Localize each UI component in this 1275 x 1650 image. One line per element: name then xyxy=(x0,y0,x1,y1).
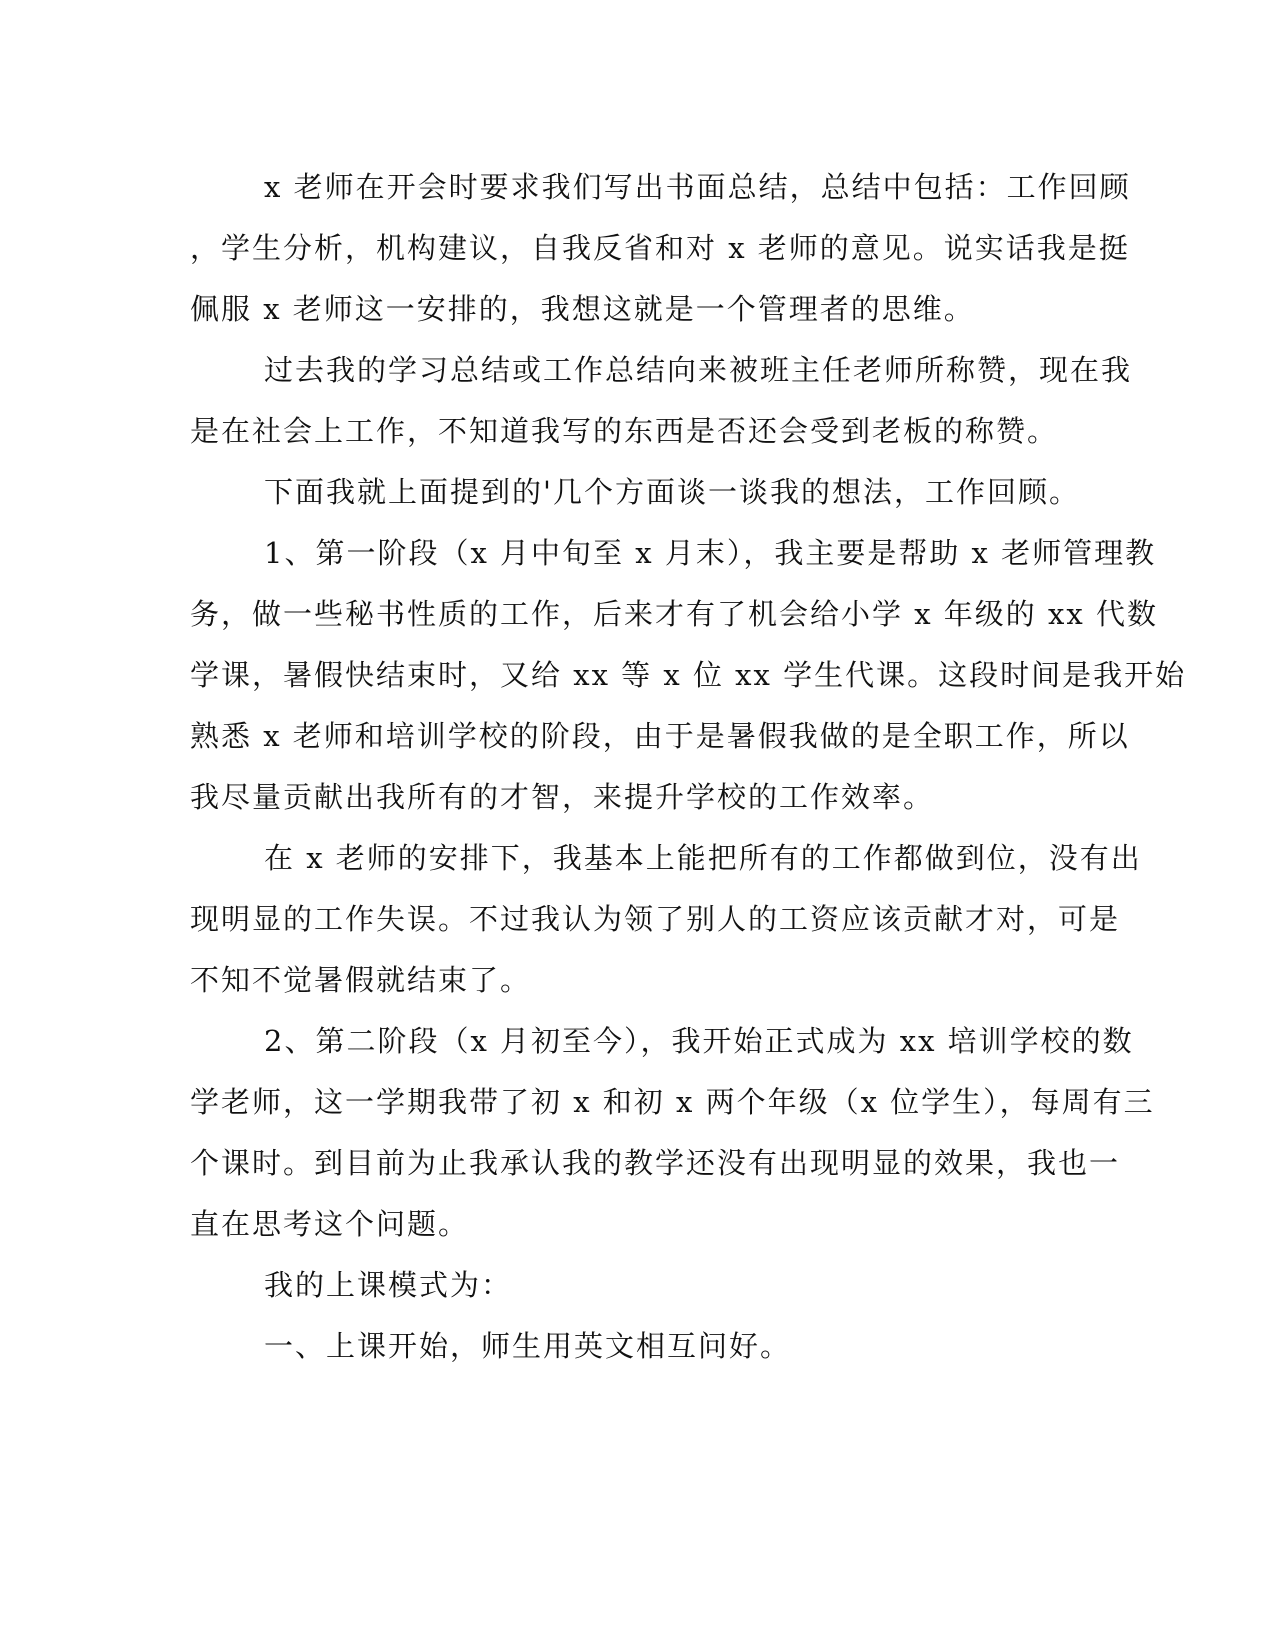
paragraph-4-line-2: 务，做一些秘书性质的工作，后来才有了机会给小学 x 年级的 xx 代数 xyxy=(190,597,1158,631)
paragraph-5-line-1: 在 x 老师的安排下，我基本上能把所有的工作都做到位，没有出 xyxy=(264,841,1142,875)
paragraph-6-line-4: 直在思考这个问题。 xyxy=(190,1207,470,1241)
paragraph-1-line-2: ，学生分析，机构建议，自我反省和对 x 老师的意见。说实话我是挺 xyxy=(190,231,1130,265)
paragraph-2-line-2: 是在社会上工作，不知道我写的东西是否还会受到老板的称赞。 xyxy=(190,414,1059,448)
paragraph-6-line-2: 学老师，这一学期我带了初 x 和初 x 两个年级（x 位学生），每周有三 xyxy=(190,1085,1155,1119)
paragraph-3-line-1: 下面我就上面提到的'几个方面谈一谈我的想法，工作回顾。 xyxy=(264,475,1080,509)
body-text xyxy=(190,157,1187,1377)
paragraph-6-line-1: 2、第二阶段（x 月初至今），我开始正式成为 xx 培训学校的数 xyxy=(264,1024,1134,1058)
paragraph-1-line-3: 佩服 x 老师这一安排的，我想这就是一个管理者的思维。 xyxy=(190,292,975,326)
paragraph-5-line-3: 不知不觉暑假就结束了。 xyxy=(190,963,532,997)
paragraph-1-line-1: x 老师在开会时要求我们写出书面总结，总结中包括：工作回顾 xyxy=(264,170,1131,204)
paragraph-4-line-5: 我尽量贡献出我所有的才智，来提升学校的工作效率。 xyxy=(190,780,935,814)
paragraph-4-line-4: 熟悉 x 老师和培训学校的阶段，由于是暑假我做的是全职工作，所以 xyxy=(190,719,1130,753)
paragraph-5-line-2: 现明显的工作失误。不过我认为领了别人的工资应该贡献才对，可是 xyxy=(190,902,1121,936)
paragraph-4-line-3: 学课，暑假快结束时，又给 xx 等 x 位 xx 学生代课。这段时间是我开始 xyxy=(190,658,1187,692)
paragraph-2-line-1: 过去我的学习总结或工作总结向来被班主任老师所称赞，现在我 xyxy=(264,353,1133,387)
paragraph-6-line-3: 个课时。到目前为止我承认我的教学还没有出现明显的效果，我也一 xyxy=(190,1146,1121,1180)
paragraph-8-line-1: 一、上课开始，师生用英文相互问好。 xyxy=(264,1329,792,1363)
paragraph-7-line-1: 我的上课模式为： xyxy=(264,1268,513,1302)
paragraph-4-line-1: 1、第一阶段（x 月中旬至 x 月末），我主要是帮助 x 老师管理教 xyxy=(264,536,1157,570)
